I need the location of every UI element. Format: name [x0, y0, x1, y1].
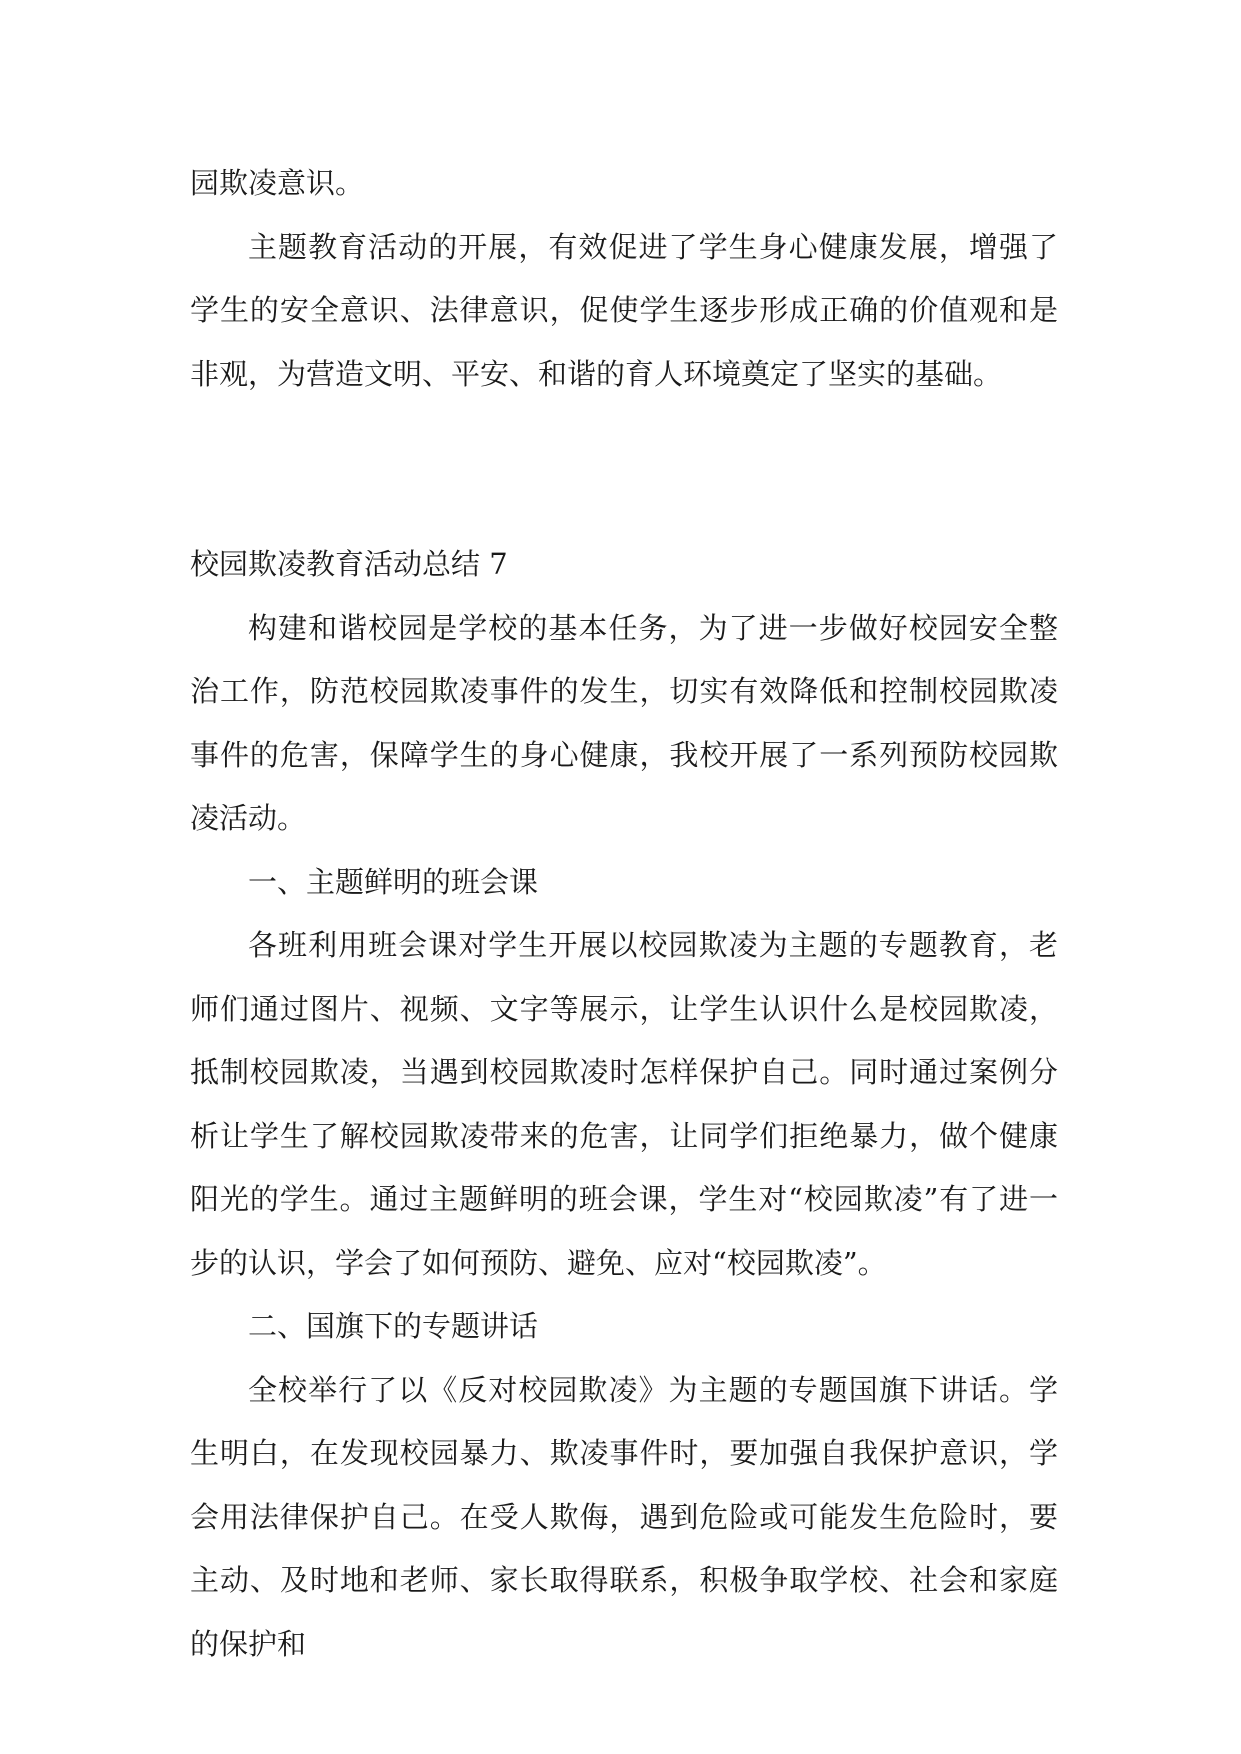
paragraph-flag-speech: 全校举行了以《反对校园欺凌》为主题的专题国旗下讲话。学生明白，在发现校园暴力、欺凌事件时，要加强自我保护意识，学会用法律保护自己。在受人欺侮，遇到危险或可能发生危险时，要主动、及时地和老师、家长取得联系，积极争取学校、社会和家庭的保护和: [190, 1372, 1058, 1661]
paragraph-effect: 主题教育活动的开展，有效促进了学生身心健康发展，增强了学生的安全意识、法律意识，促使学生逐步形成正确的价值观和是非观，为营造文明、平安、和谐的育人环境奠定了坚实的基础。: [190, 229, 1058, 391]
heading-flag-speech: 二、国旗下的专题讲话: [248, 1309, 539, 1343]
heading-class-meeting: 一、主题鲜明的班会课: [248, 864, 539, 899]
paragraph-intro: 构建和谐校园是学校的基本任务，为了进一步做好校园安全整治工作，防范校园欺凌事件的发生，切实有效降低和控制校园欺凌事件的危害，保障学生的身心健康，我校开展了一系列预防校园欺凌活动。: [190, 610, 1058, 835]
paragraph-class-meeting: 各班利用班会课对学生开展以校园欺凌为主题的专题教育，老师们通过图片、视频、文字等展示，让学生认识什么是校园欺凌，抵制校园欺凌，当遇到校园欺凌时怎样保护自己。同时通过案例分析让学生了解校园欺凌带来的危害，让同学们拒绝暴力，做个健康阳光的学生。通过主题鲜明的班会课，学生对“校园欺凌”有了进一步的认识，学会了如何预防、避免、应对“校园欺凌”。: [190, 928, 1058, 1280]
document-body: [190, 152, 1058, 1676]
section-title: 校园欺凌教育活动总结 7: [190, 547, 508, 581]
paragraph-continued: 园欺凌意识。: [190, 166, 365, 200]
section-spacer: [190, 406, 1058, 533]
